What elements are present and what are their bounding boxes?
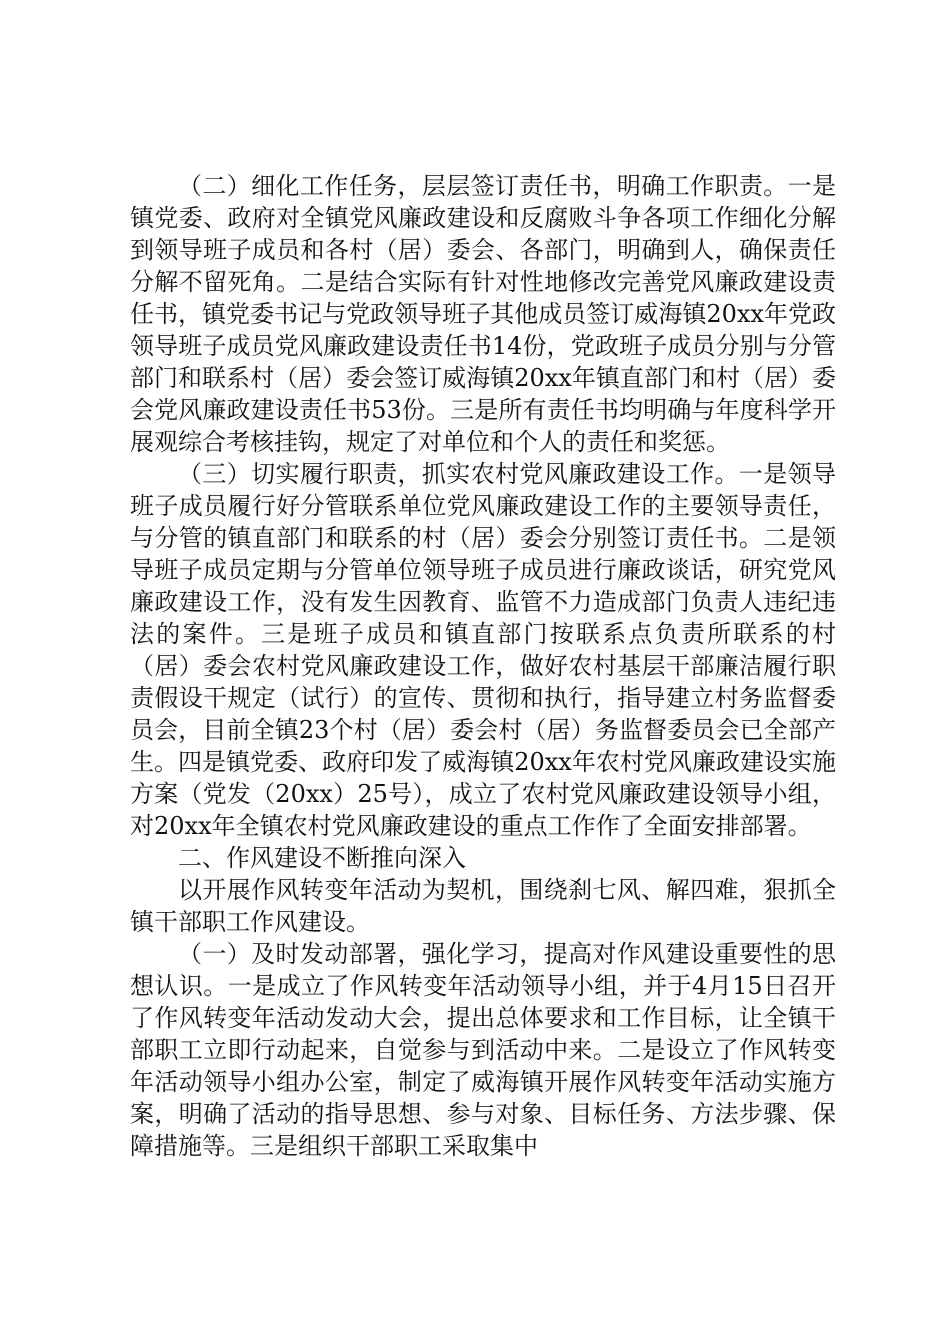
paragraph-task-breakdown: （二）细化工作任务，层层签订责任书，明确工作职责。一是镇党委、政府对全镇党风廉政建设和反腐败斗争各项工作细化分解到领导班子成员和各村（居）委会、各部门，明确到人，确保责任分解不留死角。二是结合实际有针对性地修改完善党风廉政建设责任书，镇党委书记与党政领导班子其他成员签订威海镇20xx年党政领导班子成员党风廉政建设责任书14份，党政班子成员分别与分管部门和联系村（居）委会签订威海镇20xx年镇直部门和村（居）委会党风廉政建设责任书53份。三是所有责任书均明确与年度科学开展观综合考核挂钩，规定了对单位和个人的责任和奖惩。 (130, 172, 836, 456)
document-body (130, 170, 836, 1162)
paragraph-rural-integrity: （三）切实履行职责，抓实农村党风廉政建设工作。一是领导班子成员履行好分管联系单位党风廉政建设工作的主要领导责任，与分管的镇直部门和联系的村（居）委会分别签订责任书。二是领导班子成员定期与分管单位领导班子成员进行廉政谈话，研究党风廉政建设工作，没有发生因教育、监管不力造成部门负责人违纪违法的案件。三是班子成员和镇直部门按联系点负责所联系的村（居）委会农村党风廉政建设工作，做好农村基层干部廉洁履行职责假设干规定（试行）的宣传、贯彻和执行，指导建立村务监督委员会，目前全镇23个村（居）委会村（居）务监督委员会已全部产生。四是镇党委、政府印发了威海镇20xx年农村党风廉政建设实施方案（党发（20xx）25号），成立了农村党风廉政建设领导小组，对20xx年全镇农村党风廉政建设的重点工作作了全面安排部署。 (130, 460, 836, 840)
paragraph-work-style-intro: 以开展作风转变年活动为契机，围绕刹七风、解四难，狠抓全镇干部职工作风建设。 (130, 876, 836, 936)
paragraph-mobilization: （一）及时发动部署，强化学习，提高对作风建设重要性的思想认识。一是成立了作风转变年活动领导小组，并于4月15日召开了作风转变年活动发动大会，提出总体要求和工作目标，让全镇干部职工立即行动起来，自觉参与到活动中来。二是设立了作风转变年活动领导小组办公室，制定了威海镇开展作风转变年活动实施方案，明确了活动的指导思想、参与对象、目标任务、方法步骤、保障措施等。三是组织干部职工采取集中 (130, 940, 836, 1160)
section-heading-work-style: 二、作风建设不断推向深入 (178, 844, 466, 872)
